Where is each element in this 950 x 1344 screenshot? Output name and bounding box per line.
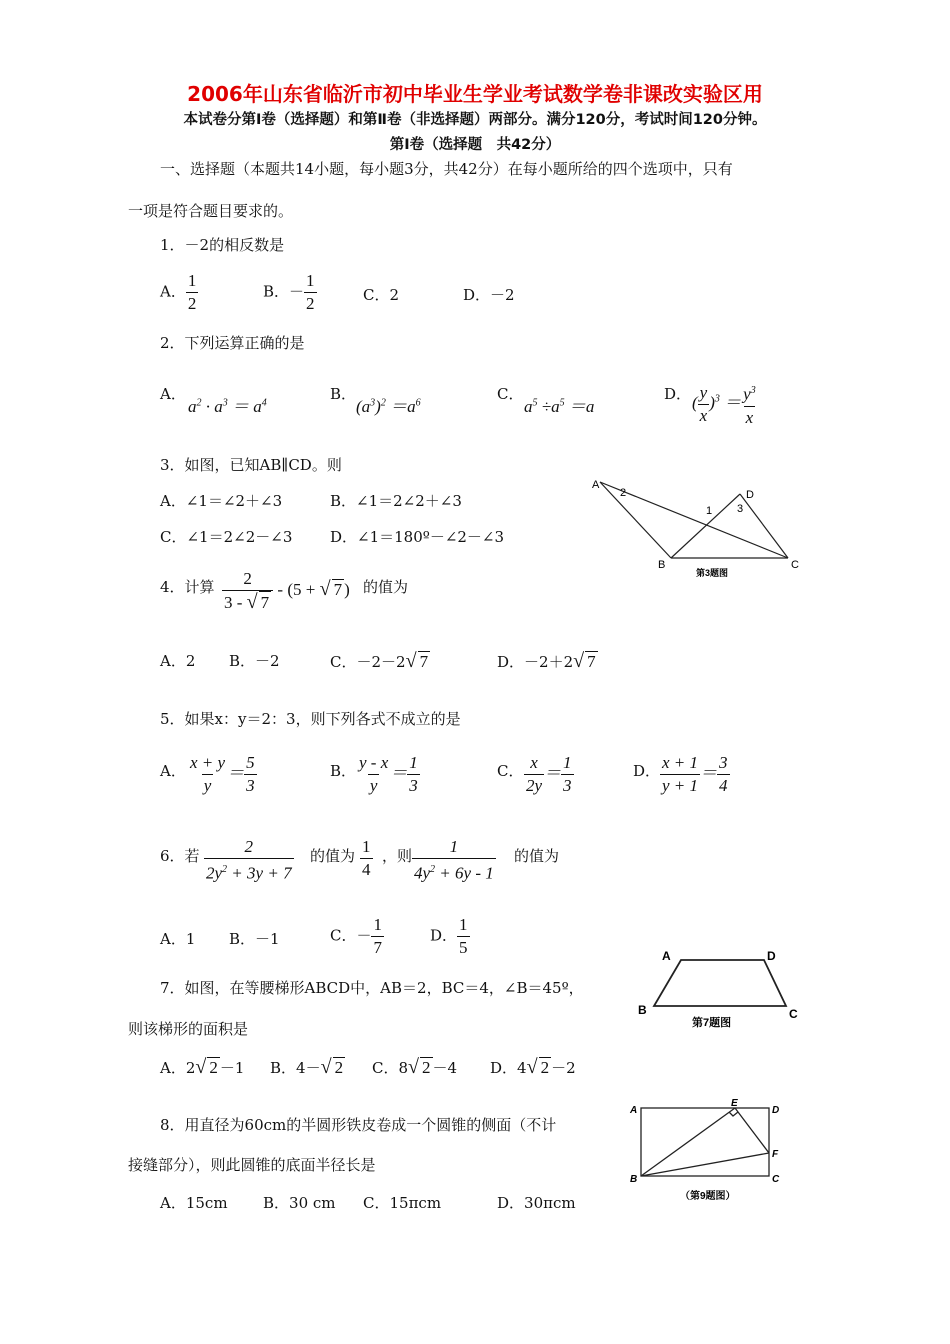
exam-subtitle: 本试卷分第Ⅰ卷（选择题）和第Ⅱ卷（非选择题）两部分。满分120分，考试时间120分钟。 (183, 112, 767, 128)
q6-option-a: A．1 (160, 930, 196, 948)
q3-option-c: C．∠1＝2∠2－∠3 (160, 528, 293, 546)
q7-fig-caption: 第7题图 (692, 1017, 732, 1029)
q3-fig-label-b: B (658, 559, 666, 571)
q7-option-b: B．4－√ 2 (270, 1056, 344, 1078)
q4-stem-pre: 4．计算 (160, 578, 215, 596)
q4-expression: $\frac{2}{3 - √ 7}$ - (5 + √ 7 ) (224, 569, 350, 613)
q8-stem: 8．用直径为60cm的半圆形铁皮卷成一个圆锥的侧面（不计 (160, 1116, 557, 1134)
q8-fig-label-a: A (630, 1105, 638, 1116)
q1-option-c: C．2 (363, 286, 400, 304)
q8-fig-caption: （第9题图） (680, 1191, 736, 1202)
q5-option-d-expr: $\frac{x + 1}{y + 1}$ ＝ $\frac{3}{4}$ (662, 753, 728, 795)
q5-stem: 5．如果x：y＝2：3，则下列各式不成立的是 (160, 710, 461, 728)
q4-option-c: C．－2－2√ 7 (330, 650, 429, 672)
q7-stem2: 则该梯形的面积是 (128, 1020, 249, 1038)
q6-stem-pre: 6．若 (160, 847, 200, 865)
q2-option-c-label: C． (497, 385, 524, 403)
q5-option-c-label: C． (497, 762, 524, 780)
q4-option-d: D．－2＋2√ 7 (497, 650, 596, 672)
q4-option-a: A．2 (160, 652, 196, 670)
q4-option-b: B．－2 (229, 652, 280, 670)
q2-option-b-label: B． (330, 385, 357, 403)
q6-stem-mid2: ，则 (382, 847, 413, 865)
q6-fraction-2: $\frac{1}{4y^2 + 6y - 1}$ (414, 837, 494, 883)
q8-figure (628, 1098, 788, 1206)
q3-fig-label-2: 2 (620, 487, 627, 499)
q6-option-b: B．－1 (229, 930, 280, 948)
q2-stem: 2．下列运算正确的是 (160, 334, 305, 352)
q2-option-c-expr: $a^5 \div a^5 =a$ (524, 397, 595, 416)
q7-option-a: A．2√ 2 －1 (160, 1056, 245, 1078)
q4-stem-post: 的值为 (363, 578, 409, 596)
q7-figure (634, 946, 806, 1030)
q6-fraction-value: $\frac{1}{4}$ (362, 837, 371, 879)
q7-option-c: C．8√ 2 －4 (372, 1056, 458, 1078)
q8-fig-label-f: F (772, 1149, 779, 1160)
q8-fig-label-d: D (772, 1105, 780, 1116)
q6-stem-mid: 的值为 (310, 847, 356, 865)
q7-fig-label-d: D (767, 949, 776, 963)
q5-option-c-expr: $\frac{x}{2y}$ ＝ $\frac{1}{3}$ (526, 753, 572, 795)
page-title: 2006年山东省临沂市初中毕业生学业考试数学卷非课改实验区用 (187, 82, 763, 106)
q2-option-d-label: D． (664, 385, 692, 403)
q5-option-b-expr: $\frac{y - x}{y}$ ＝ $\frac{1}{3}$ (359, 753, 418, 795)
q8-fig-label-b: B (630, 1174, 638, 1185)
q3-stem: 3．如图，已知AB∥CD。则 (160, 456, 342, 474)
q5-option-a-expr: $\frac{x + y}{y}$ ＝ $\frac{5}{3}$ (190, 753, 255, 795)
q6-option-d: D． $\frac{1}{5}$ (430, 915, 468, 957)
section-heading: 第Ⅰ卷（选择题 共42分） (389, 137, 561, 153)
instructions-line2: 一项是符合题目要求的。 (128, 202, 294, 220)
instructions-line1: 一、选择题（本题共14小题，每小题3分，共42分）在每小题所给的四个选项中，只有 (160, 160, 733, 178)
q7-option-d: D．4√ 2 －2 (490, 1056, 576, 1078)
q2-option-d-expr: ( $\frac{y}{x}$ )$^3$ ＝ $\frac{y^3}{x}$ (692, 382, 756, 427)
q6-fraction-1: $\frac{2}{2y^2 + 3y + 7}$ (206, 837, 292, 883)
q8-fig-label-e: E (731, 1098, 738, 1109)
q3-option-a: A．∠1＝∠2＋∠3 (160, 492, 283, 510)
q3-figure (588, 472, 806, 580)
q7-fig-label-b: B (638, 1003, 647, 1017)
q3-option-b: B．∠1＝2∠2＋∠3 (330, 492, 462, 510)
q8-option-c: C．15πcm (363, 1194, 442, 1212)
q8-option-a: A．15cm (160, 1194, 228, 1212)
q6-option-c: C．－ $\frac{1}{7}$ (330, 915, 382, 957)
q3-fig-label-c: C (791, 559, 799, 571)
q1-option-b: B．－ $\frac{1}{2}$ (263, 271, 315, 313)
q2-option-a-label: A． (160, 385, 186, 403)
q1-stem: 1．－2的相反数是 (160, 236, 285, 254)
q3-fig-label-1: 1 (706, 505, 713, 517)
q8-option-b: B．30 cm (263, 1194, 336, 1212)
q7-stem: 7．如图，在等腰梯形ABCD中，AB＝2，BC＝4，∠B＝45º， (160, 979, 584, 997)
q3-fig-label-d: D (746, 489, 754, 501)
q7-fig-label-c: C (789, 1007, 798, 1021)
q3-fig-label-3: 3 (737, 503, 744, 515)
q3-fig-label-a: A (592, 479, 600, 491)
q8-fig-label-c: C (772, 1174, 780, 1185)
q2-option-b-expr: $(a^3)^2 =a^6$ (356, 397, 421, 416)
q7-fig-label-a: A (662, 949, 671, 963)
q3-fig-caption: 第3题图 (696, 568, 729, 578)
q1-option-a: A． $\frac{1}{2}$ (160, 271, 197, 313)
q2-option-a-expr: $a^2 \cdot a^3 = a^4$ (188, 397, 267, 416)
q5-option-d-label: D． (633, 762, 661, 780)
q5-option-a-label: A． (160, 762, 186, 780)
q5-option-b-label: B． (330, 762, 357, 780)
q6-stem-post: 的值为 (514, 847, 560, 865)
q1-option-d: D．－2 (463, 286, 515, 304)
q3-option-d: D．∠1＝180º－∠2－∠3 (330, 528, 505, 546)
q8-option-d: D．30πcm (497, 1194, 576, 1212)
q8-stem2: 接缝部分），则此圆锥的底面半径长是 (128, 1156, 376, 1174)
